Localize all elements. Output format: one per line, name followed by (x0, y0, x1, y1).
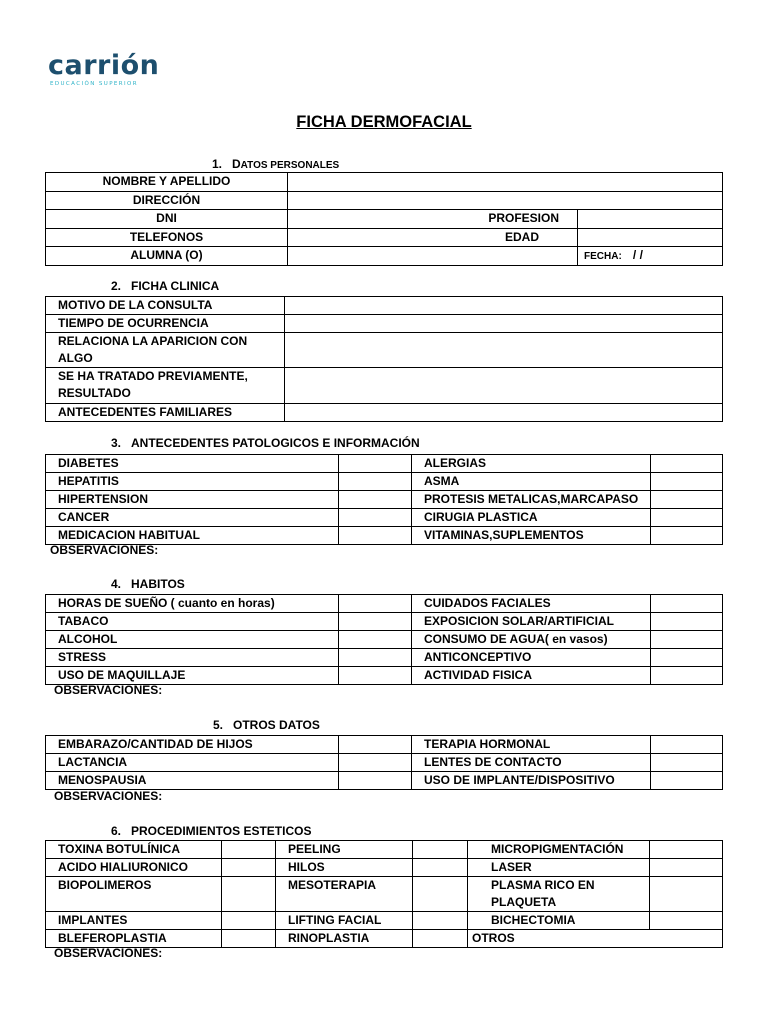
habit-field[interactable] (339, 595, 412, 613)
observations-label: OBSERVACIONES: (54, 946, 163, 960)
pathology-label: CIRUGIA PLASTICA (412, 509, 651, 527)
procedures-table (45, 840, 723, 948)
table-row (46, 315, 723, 333)
habit-field[interactable] (339, 667, 412, 685)
section-6-title: PROCEDIMIENTOS ESTETICOS (131, 824, 312, 838)
procedure-field[interactable] (413, 877, 468, 912)
procedure-label: LIFTING FACIAL (276, 912, 413, 930)
section-4-heading (111, 577, 185, 591)
procedure-label: PEELING (276, 841, 413, 859)
pathology-table (45, 454, 723, 545)
table-row (46, 473, 723, 491)
pathology-field[interactable] (339, 473, 412, 491)
other-label: MENOSPAUSIA (46, 772, 339, 790)
section-3-title: ANTECEDENTES PATOLOGICOS E INFORMACIÓN (131, 436, 420, 450)
other-field[interactable] (339, 772, 412, 790)
habit-label: CONSUMO DE AGUA( en vasos) (412, 631, 651, 649)
other-label: EMBARAZO/CANTIDAD DE HIJOS (46, 736, 339, 754)
procedure-field[interactable] (222, 912, 276, 930)
table-row (46, 368, 723, 404)
table-row (46, 613, 723, 631)
alumna-field[interactable] (288, 247, 578, 266)
pathology-field[interactable] (339, 455, 412, 473)
observations-label: OBSERVACIONES: (54, 683, 163, 697)
procedure-field[interactable] (413, 912, 468, 930)
section-6-number: 6. (111, 824, 122, 838)
section-1-title: ATOS PERSONALES (240, 160, 340, 171)
table-row (46, 509, 723, 527)
pathology-label: PROTESIS METALICAS,MARCAPASO (412, 491, 651, 509)
pathology-field[interactable] (651, 509, 723, 527)
section-5-title: OTROS DATOS (233, 718, 320, 732)
other-field[interactable] (651, 772, 723, 790)
habit-label: ALCOHOL (46, 631, 339, 649)
other-label: LENTES DE CONTACTO (412, 754, 651, 772)
fecha-field[interactable] (578, 247, 723, 266)
procedure-label: MESOTERAPIA (276, 877, 413, 912)
pathology-label: MEDICACION HABITUAL (46, 527, 339, 545)
section-4-title: HABITOS (131, 577, 185, 591)
procedure-field[interactable] (222, 859, 276, 877)
other-field[interactable] (339, 754, 412, 772)
procedure-label: PLASMA RICO EN PLAQUETA (468, 877, 650, 912)
table-row (46, 649, 723, 667)
procedure-field[interactable] (650, 841, 723, 859)
label-alumna: ALUMNA (O) (46, 247, 288, 266)
habit-field[interactable] (651, 667, 723, 685)
habit-field[interactable] (339, 649, 412, 667)
habit-field[interactable] (651, 631, 723, 649)
habit-label: ACTIVIDAD FISICA (412, 667, 651, 685)
procedure-label: OTROS (468, 930, 723, 948)
section-3-number: 3. (111, 436, 122, 450)
pathology-label: DIABETES (46, 455, 339, 473)
label-nombre: NOMBRE Y APELLIDO (46, 173, 288, 192)
habit-label: HORAS DE SUEÑO ( cuanto en horas) (46, 595, 339, 613)
table-row (46, 877, 723, 912)
pathology-label: ALERGIAS (412, 455, 651, 473)
table-row (46, 631, 723, 649)
habit-label: CUIDADOS FACIALES (412, 595, 651, 613)
procedure-field[interactable] (222, 877, 276, 912)
section-1-number: 1. (212, 157, 223, 171)
table-row (46, 297, 723, 315)
habit-label: ANTICONCEPTIVO (412, 649, 651, 667)
section-4-number: 4. (111, 577, 122, 591)
procedure-field[interactable] (222, 841, 276, 859)
section-2-heading (111, 279, 219, 293)
clinical-label: MOTIVO DE LA CONSULTA (46, 297, 285, 315)
table-row (46, 595, 723, 613)
nombre-field[interactable] (288, 173, 723, 192)
table-row (46, 455, 723, 473)
section-1-title-initial: D (232, 157, 241, 171)
table-row (46, 192, 723, 210)
other-field[interactable] (651, 736, 723, 754)
clinical-table (45, 296, 723, 422)
profesion-field[interactable] (578, 210, 723, 229)
habits-table (45, 594, 723, 685)
procedure-field[interactable] (650, 877, 723, 912)
procedure-label: RINOPLASTIA (276, 930, 413, 948)
clinical-field[interactable] (285, 333, 723, 368)
habit-label: TABACO (46, 613, 339, 631)
table-row (46, 667, 723, 685)
label-telefonos: TELEFONOS (46, 229, 288, 247)
pathology-field[interactable] (339, 527, 412, 545)
clinical-field[interactable] (285, 297, 723, 315)
other-label: TERAPIA HORMONAL (412, 736, 651, 754)
observations-label: OBSERVACIONES: (50, 543, 159, 557)
label-edad: EDAD (288, 229, 578, 247)
pathology-field[interactable] (651, 455, 723, 473)
other-field[interactable] (651, 754, 723, 772)
clinical-label: ANTECEDENTES FAMILIARES (46, 404, 285, 422)
other-label: USO DE IMPLANTE/DISPOSITIVO (412, 772, 651, 790)
procedure-field[interactable] (222, 930, 276, 948)
label-direccion: DIRECCIÓN (46, 192, 288, 210)
habit-field[interactable] (651, 595, 723, 613)
page-title: FICHA DERMOFACIAL (296, 113, 472, 131)
label-profesion: PROFESION (288, 210, 578, 229)
pathology-field[interactable] (651, 473, 723, 491)
procedure-label: HILOS (276, 859, 413, 877)
procedure-label: LASER (468, 859, 650, 877)
other-field[interactable] (339, 736, 412, 754)
table-row (46, 229, 723, 247)
procedure-label: MICROPIGMENTACIÓN (468, 841, 650, 859)
habit-field[interactable] (339, 631, 412, 649)
pathology-field[interactable] (339, 491, 412, 509)
pathology-label: CANCER (46, 509, 339, 527)
table-row (46, 247, 723, 266)
table-row (46, 754, 723, 772)
pathology-label: VITAMINAS,SUPLEMENTOS (412, 527, 651, 545)
table-row (46, 210, 723, 229)
pathology-label: HIPERTENSION (46, 491, 339, 509)
table-row (46, 736, 723, 754)
clinical-label: SE HA TRATADO PREVIAMENTE, RESULTADO (46, 368, 285, 404)
carrion-logo (48, 52, 159, 87)
clinical-field[interactable] (285, 315, 723, 333)
table-row (46, 333, 723, 368)
procedure-field[interactable] (650, 859, 723, 877)
section-6-heading (111, 824, 311, 838)
table-row (46, 404, 723, 422)
procedure-field[interactable] (413, 930, 468, 948)
section-3-heading (111, 436, 420, 450)
procedure-label: ACIDO HIALIURONICO (46, 859, 222, 877)
section-2-title: FICHA CLINICA (131, 279, 220, 293)
clinical-label: TIEMPO DE OCURRENCIA (46, 315, 285, 333)
other-label: LACTANCIA (46, 754, 339, 772)
procedure-field[interactable] (413, 859, 468, 877)
procedure-label: BIOPOLIMEROS (46, 877, 222, 912)
direccion-field[interactable] (288, 192, 723, 210)
table-row (46, 841, 723, 859)
habit-field[interactable] (339, 613, 412, 631)
pathology-label: HEPATITIS (46, 473, 339, 491)
table-row (46, 930, 723, 948)
section-5-number: 5. (213, 718, 224, 732)
clinical-field[interactable] (285, 368, 723, 404)
habit-label: USO DE MAQUILLAJE (46, 667, 339, 685)
observations-label: OBSERVACIONES: (54, 789, 163, 803)
section-2-number: 2. (111, 279, 122, 293)
section-5-heading (213, 718, 320, 732)
label-dni: DNI (46, 210, 288, 229)
procedure-label: IMPLANTES (46, 912, 222, 930)
other-data-table (45, 735, 723, 790)
habit-label: STRESS (46, 649, 339, 667)
clinical-field[interactable] (285, 404, 723, 422)
pathology-field[interactable] (651, 491, 723, 509)
pathology-label: ASMA (412, 473, 651, 491)
habit-label: EXPOSICION SOLAR/ARTIFICIAL (412, 613, 651, 631)
procedure-label: BLEFEROPLASTIA (46, 930, 222, 948)
table-row (46, 491, 723, 509)
table-row (46, 772, 723, 790)
procedure-label: TOXINA BOTULÍNICA (46, 841, 222, 859)
procedure-field[interactable] (413, 841, 468, 859)
table-row (46, 527, 723, 545)
table-row (46, 912, 723, 930)
habit-field[interactable] (651, 649, 723, 667)
logo-tagline: EDUCACIÓN SUPERIOR (50, 81, 138, 87)
procedure-field[interactable] (650, 912, 723, 930)
procedure-label: BICHECTOMIA (468, 912, 650, 930)
pathology-field[interactable] (651, 527, 723, 545)
pathology-field[interactable] (339, 509, 412, 527)
table-row (46, 859, 723, 877)
edad-field[interactable] (578, 229, 723, 247)
personal-data-table (45, 172, 723, 266)
clinical-label: RELACIONA LA APARICION CON ALGO (46, 333, 285, 368)
section-1-heading (212, 157, 339, 171)
logo-wordmark: carrión (48, 50, 160, 81)
habit-field[interactable] (651, 613, 723, 631)
fecha-slashes: / / (632, 248, 643, 262)
table-row (46, 173, 723, 192)
label-fecha: FECHA: (584, 251, 622, 262)
